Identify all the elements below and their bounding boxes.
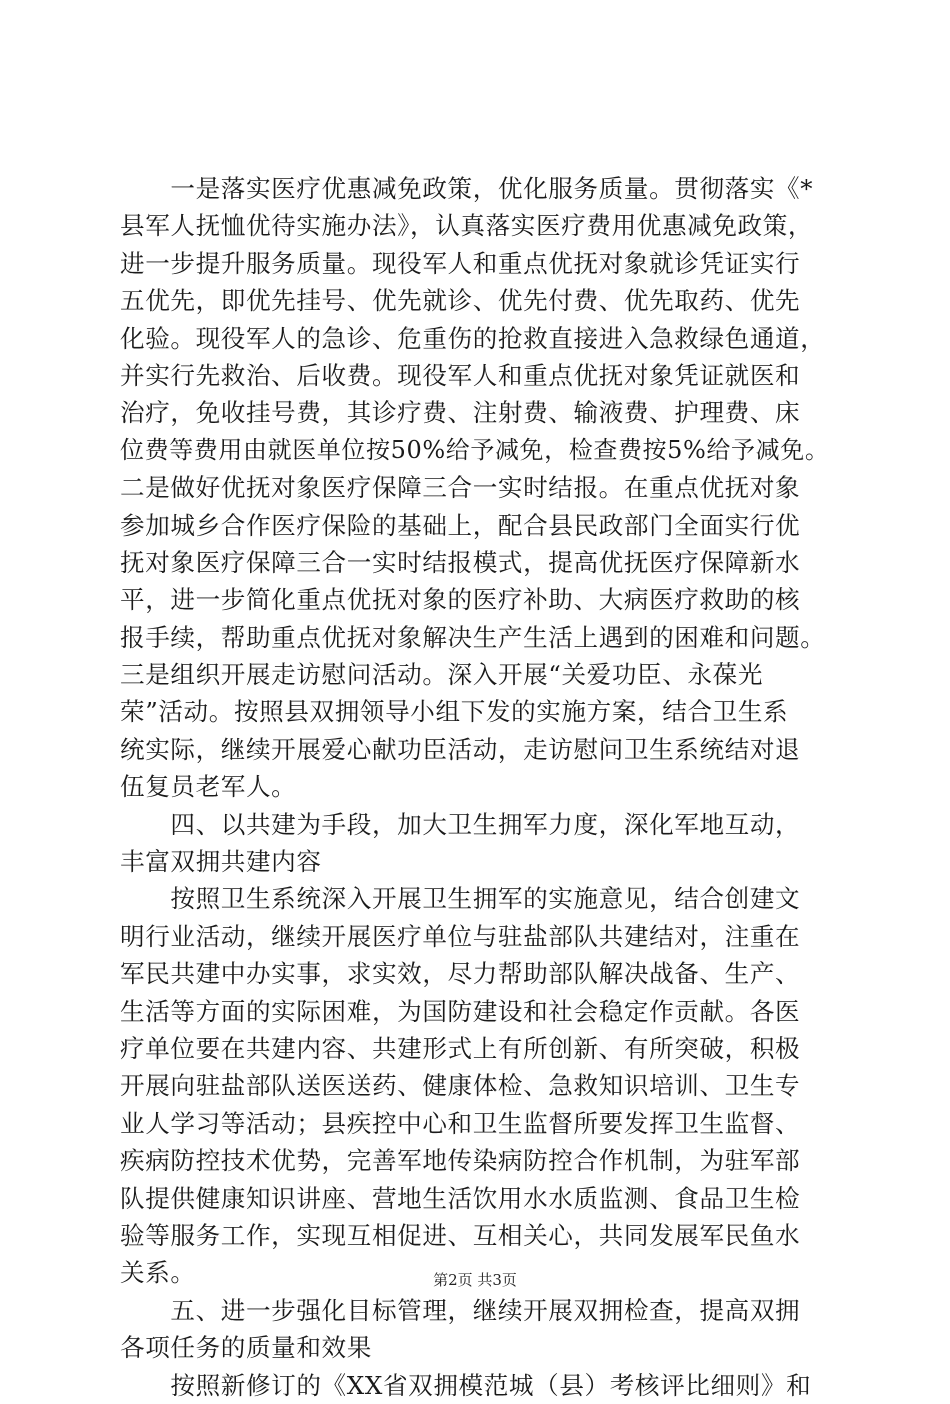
text-line: 伍复员老军人。 [120,772,297,802]
text-line: 并实行先救治、后收费。现役军人和重点优抚对象凭证就医和 [120,360,801,390]
text-line: 队提供健康知识讲座、营地生活饮用水水质监测、食品卫生检 [120,1183,801,1213]
text-line: 各项任务的质量和效果 [120,1333,372,1363]
text-line: 报手续，帮助重点优抚对象解决生产生活上遇到的困难和问题。 [120,622,826,652]
text-line: 生活等方面的实际困难，为国防建设和社会稳定作贡献。各医 [120,996,801,1026]
text-line: 治疗，免收挂号费，其诊疗费、注射费、输液费、护理费、床 [120,398,801,428]
text-line: 化验。现役军人的急诊、危重伤的抢救直接进入急救绿色通道， [120,323,826,353]
text-line: 疗单位要在共建内容、共建形式上有所创新、有所突破，积极 [120,1033,801,1063]
page-footer [0,1270,950,1290]
text-line: 统实际，继续开展爱心献功臣活动，走访慰问卫生系统结对退 [120,734,801,764]
text-line: 业人学习等活动；县疾控中心和卫生监督所要发挥卫生监督、 [120,1108,801,1138]
page-number-label: 第2页 共3页 [433,1271,517,1289]
text-line: 荣”活动。按照县双拥领导小组下发的实施方案，结合卫生系 [120,697,789,727]
text-line: 三是组织开展走访慰问活动。深入开展“关爱功臣、永葆光 [120,660,764,690]
text-line: 按照新修订的《XX省双拥模范城（县）考核评比细则》和 [120,1370,812,1400]
text-line: 开展向驻盐部队送医送药、健康体检、急救知识培训、卫生专 [120,1071,801,1101]
text-line: 四、以共建为手段，加大卫生拥军力度，深化军地互动， [120,809,801,839]
text-line: 县军人抚恤优待实施办法》，认真落实医疗费用优惠减免政策， [120,211,814,241]
document-body [120,170,836,1404]
text-line: 关系。 [120,1258,196,1288]
text-line: 五优先，即优先挂号、优先就诊、优先付费、优先取药、优先 [120,286,801,316]
text-line: 丰富双拥共建内容 [120,847,322,877]
text-line: 一是落实医疗优惠减免政策，优化服务质量。贯彻落实《* [120,174,814,203]
text-line: 进一步提升服务质量。现役军人和重点优抚对象就诊凭证实行 [120,248,801,278]
text-line: 参加城乡合作医疗保险的基础上，配合县民政部门全面实行优 [120,510,801,540]
text-line: 军民共建中办实事，求实效，尽力帮助部队解决战备、生产、 [120,959,801,989]
text-line: 二是做好优抚对象医疗保障三合一实时结报。在重点优抚对象 [120,473,801,503]
text-line: 五、进一步强化目标管理，继续开展双拥检查，提高双拥 [120,1295,801,1325]
text-line: 抚对象医疗保障三合一实时结报模式，提高优抚医疗保障新水 [120,547,801,577]
text-line: 疾病防控技术优势，完善军地传染病防控合作机制，为驻军部 [120,1146,801,1176]
text-line: 平，进一步简化重点优抚对象的医疗补助、大病医疗救助的核 [120,585,801,615]
text-line: 位费等费用由就医单位按50%给予减免，检查费按5%给予减免。 [120,435,830,464]
text-line: 验等服务工作，实现互相促进、互相关心，共同发展军民鱼水 [120,1220,801,1250]
text-line: 明行业活动，继续开展医疗单位与驻盐部队共建结对，注重在 [120,921,801,951]
text-line: 按照卫生系统深入开展卫生拥军的实施意见，结合创建文 [120,884,801,914]
